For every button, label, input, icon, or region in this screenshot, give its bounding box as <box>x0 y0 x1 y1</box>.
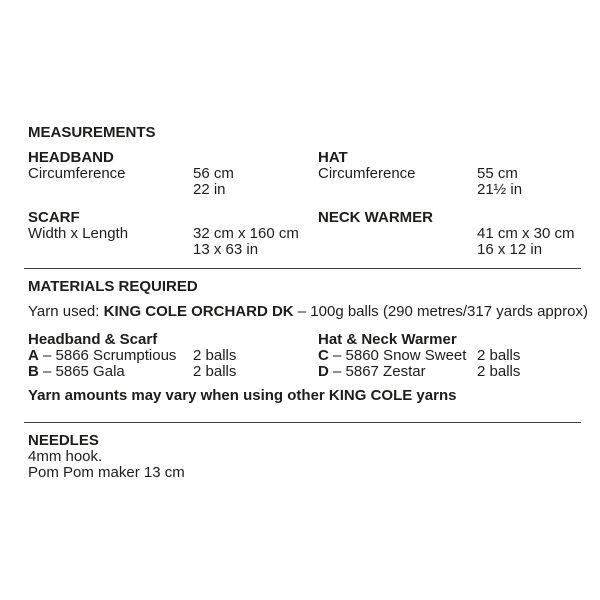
hat-neck-warmer-subheading: Hat & Neck Warmer <box>318 331 457 348</box>
yarn-row-c-balls: 2 balls <box>477 347 521 364</box>
scarf-imperial-value: 13 x 63 in <box>193 241 259 258</box>
neck-warmer-metric-value: 41 cm x 30 cm <box>477 225 575 242</box>
hat-heading: HAT <box>318 149 348 166</box>
yarn-row-b <box>28 364 125 380</box>
section-divider-materials <box>24 268 581 269</box>
neck-warmer-heading: NECK WARMER <box>318 209 433 226</box>
materials-title: MATERIALS REQUIRED <box>28 278 198 295</box>
yarn-name: KING COLE ORCHARD DK <box>103 303 294 320</box>
hat-imperial-value: 21½ in <box>477 181 523 198</box>
yarn-row-b-letter: B <box>28 363 39 380</box>
yarn-row-b-name: – 5865 Gala <box>38 363 125 380</box>
yarn-row-d-name: – 5867 Zestar <box>328 363 426 380</box>
scarf-dimension-label: Width x Length <box>28 225 129 242</box>
yarn-row-a-name: – 5866 Scrumptious <box>38 347 177 364</box>
yarn-row-a-balls: 2 balls <box>193 347 237 364</box>
hat-dimension-label: Circumference <box>318 165 416 182</box>
section-divider-needles <box>24 422 581 423</box>
yarn-amounts-note: Yarn amounts may vary when using other KING COLE yarns <box>28 387 457 404</box>
yarn-row-d <box>318 364 426 380</box>
needles-title: NEEDLES <box>28 432 99 449</box>
yarn-row-d-letter: D <box>318 363 329 380</box>
headband-dimension-label: Circumference <box>28 165 126 182</box>
headband-metric-value: 56 cm <box>193 165 234 182</box>
needles-hook-line: 4mm hook. <box>28 448 103 465</box>
headband-imperial-value: 22 in <box>193 181 226 198</box>
needles-pompom-line: Pom Pom maker 13 cm <box>28 464 185 481</box>
yarn-used-suffix: – 100g balls (290 metres/317 yards approx) <box>293 303 588 320</box>
measurements-title: MEASUREMENTS <box>28 124 156 141</box>
headband-heading: HEADBAND <box>28 149 114 166</box>
neck-warmer-imperial-value: 16 x 12 in <box>477 241 543 258</box>
yarn-row-c <box>318 348 466 364</box>
yarn-row-d-balls: 2 balls <box>477 363 521 380</box>
hat-metric-value: 55 cm <box>477 165 518 182</box>
yarn-row-c-name: – 5860 Snow Sweet <box>328 347 467 364</box>
headband-scarf-subheading: Headband & Scarf <box>28 331 158 348</box>
yarn-row-c-letter: C <box>318 347 329 364</box>
yarn-used-line <box>28 304 588 320</box>
scarf-metric-value: 32 cm x 160 cm <box>193 225 299 242</box>
yarn-row-a-letter: A <box>28 347 39 364</box>
scarf-heading: SCARF <box>28 209 80 226</box>
yarn-row-b-balls: 2 balls <box>193 363 237 380</box>
yarn-row-a <box>28 348 176 364</box>
yarn-used-prefix: Yarn used: <box>28 303 104 320</box>
